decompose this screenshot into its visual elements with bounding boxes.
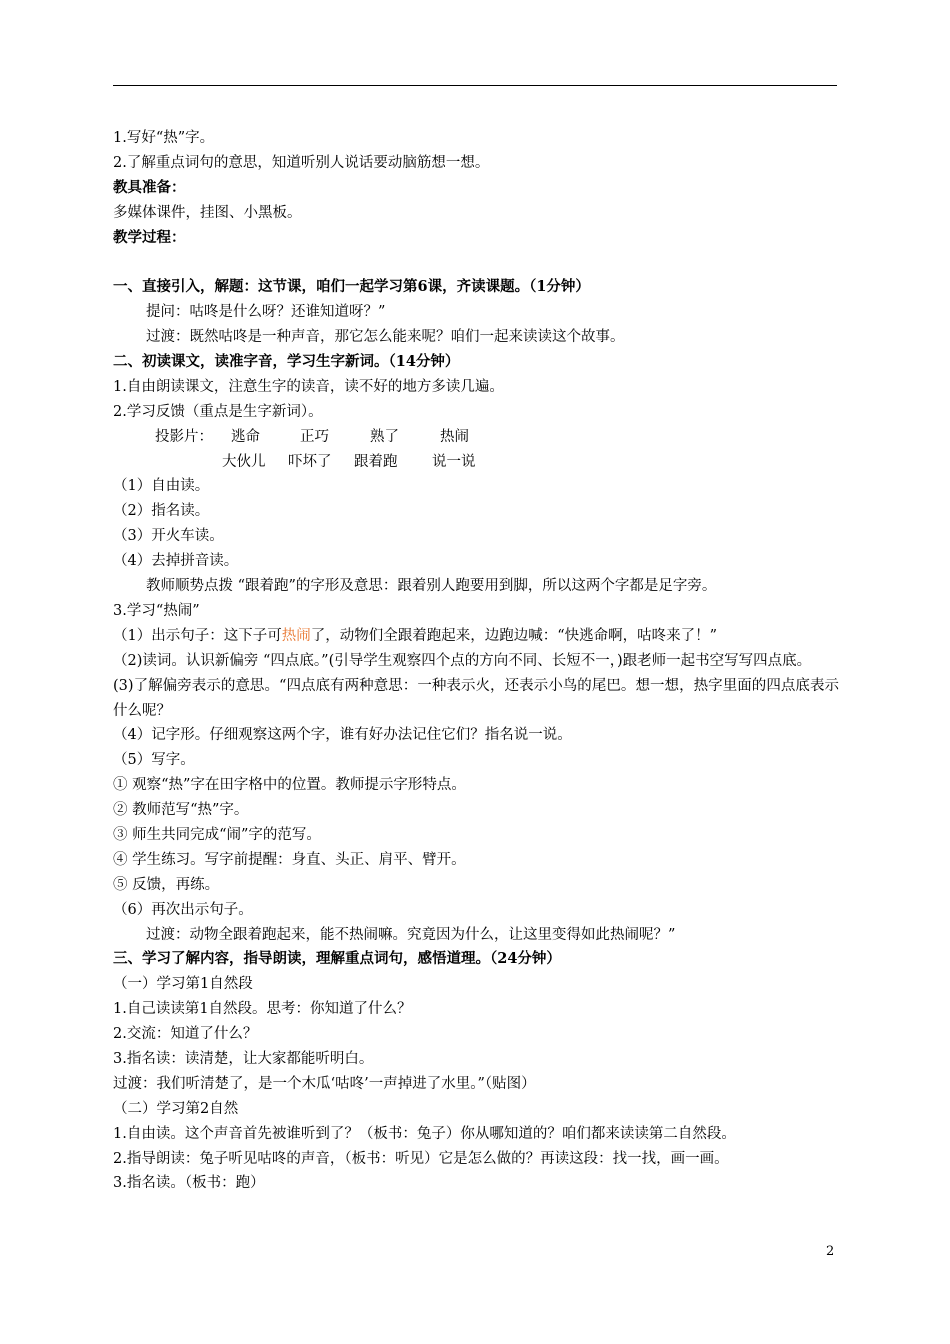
section-2-heading: 二、初读课文，读准字音，学习生字新词。（14分钟） <box>113 353 460 371</box>
writing-step-1: ① 观察“热”字在田字格中的位置。教师提示字形特点。 <box>113 777 466 794</box>
memorize-shape: （4）记字形。仔细观察这两个字，谁有好办法记住它们？指名说一说。 <box>113 727 572 744</box>
transition-line-3: 过渡：我们听清楚了，是一个木瓜‘咕咚’一声掉进了水里。”（贴图） <box>113 1075 536 1092</box>
sub1-step-3: 3.指名读：读清楚，让大家都能听明白。 <box>113 1051 374 1067</box>
section-1-heading: 一、直接引入，解题：这节课，咱们一起学习第6课，齐读课题。（1分钟） <box>113 278 590 296</box>
show-sentence <box>113 624 839 649</box>
projection-label: 投影片： <box>155 428 213 445</box>
projection-word: 热闹 <box>440 428 469 445</box>
projection-word: 逃命 <box>231 428 260 445</box>
section-3-heading: 三、学习了解内容，指导朗读，理解重点词句，感悟道理。（24分钟） <box>113 950 561 968</box>
projection-row-2 <box>113 450 839 475</box>
header-rule <box>113 85 837 86</box>
document-body <box>113 126 839 1196</box>
reading-step-3: （3）开火车读。 <box>113 528 224 545</box>
sentence-after: 了，动物们全跟着跑起来，边跑边喊：“快逃命啊，咕咚来了！” <box>310 627 718 644</box>
sub1-step-2: 2.交流：知道了什么？ <box>113 1026 258 1043</box>
transition-line-2: 过渡：动物全跟着跑起来，能不热闹嘛。究竟因为什么，让这里变得如此热闹呢？” <box>146 926 676 943</box>
objective-1: 1.写好“热”字。 <box>113 130 215 146</box>
sentence-before: （1）出示句子：这下子可 <box>113 627 282 644</box>
materials-text: 多媒体课件，挂图、小黑板。 <box>113 204 302 221</box>
read-words: （2)读词。认识新偏旁 “四点底。”(引导学生观察四个点的方向不同、长短不一，)跟老师一起书空写写四点底。 <box>113 652 812 669</box>
projection-word: 熟了 <box>370 428 399 445</box>
sub2-step-1: 1.自由读。这个声音首先被谁听到了？（板书：兔子）你从哪知道的？咱们都来读读第二自然段。 <box>113 1125 736 1142</box>
write-character: （5）写字。 <box>113 752 195 769</box>
step-2-1: 1.自由朗读课文，注意生字的读音，读不好的地方多读几遍。 <box>113 378 504 395</box>
spacer <box>113 250 839 275</box>
step-2-2: 2.学习反馈（重点是生字新词）。 <box>113 403 323 420</box>
radical-meaning: (3)了解偏旁表示的意思。“四点底有两种意思：一种表示火，还表示小鸟的尾巴。想一想，热字里面的四点底表示什么呢？ <box>113 677 839 719</box>
transition-line-1: 过渡：既然咕咚是一种声音，那它怎么能来呢？咱们一起来读读这个故事。 <box>146 329 625 346</box>
page-number: 2 <box>826 1244 835 1259</box>
projection-word: 大伙儿 <box>222 453 266 470</box>
projection-word: 说一说 <box>432 453 476 470</box>
step-2-3: 3.学习“热闹” <box>113 602 200 619</box>
heading-process: 教学过程： <box>113 228 186 246</box>
show-sentence-again: （6）再次出示句子。 <box>113 901 253 918</box>
sub2-step-2: 2.指导朗读：兔子听见咕咚的声音，（板书：听见）它是怎么做的？再读这段：找一找，画一画。 <box>113 1150 729 1167</box>
teacher-guidance: 教师顺势点拨 “跟着跑”的字形及意思：跟着别人跑要用到脚，所以这两个字都是足字旁。 <box>146 578 717 595</box>
reading-step-4: （4）去掉拼音读。 <box>113 553 239 570</box>
writing-step-5: ⑤ 反馈，再练。 <box>113 876 220 893</box>
projection-word: 正巧 <box>300 428 329 445</box>
heading-materials: 教具准备： <box>113 178 186 196</box>
writing-step-4: ④ 学生练习。写字前提醒：身直、头正、肩平、臂开。 <box>113 851 466 868</box>
writing-step-2: ② 教师范写“热”字。 <box>113 802 249 819</box>
question-line: 提问：咕咚是什么呀？还谁知道呀？” <box>146 304 386 321</box>
projection-word: 跟着跑 <box>354 453 398 470</box>
projection-word: 吓坏了 <box>288 453 332 470</box>
projection-row-1 <box>113 425 839 450</box>
reading-step-1: （1）自由读。 <box>113 478 210 495</box>
objective-2: 2.了解重点词句的意思，知道听别人说话要动脑筋想一想。 <box>113 154 490 171</box>
highlighted-word: 热闹 <box>281 627 311 644</box>
reading-step-2: （2）指名读。 <box>113 503 210 520</box>
sub2-step-3: 3.指名读。（板书：跑） <box>113 1175 265 1192</box>
subsection-2: （二）学习第2自然 <box>113 1100 239 1117</box>
writing-step-3: ③ 师生共同完成“闹”字的范写。 <box>113 826 321 843</box>
subsection-1: （一）学习第1自然段 <box>113 976 253 993</box>
sub1-step-1: 1.自己读读第1自然段。思考：你知道了什么？ <box>113 1001 412 1018</box>
